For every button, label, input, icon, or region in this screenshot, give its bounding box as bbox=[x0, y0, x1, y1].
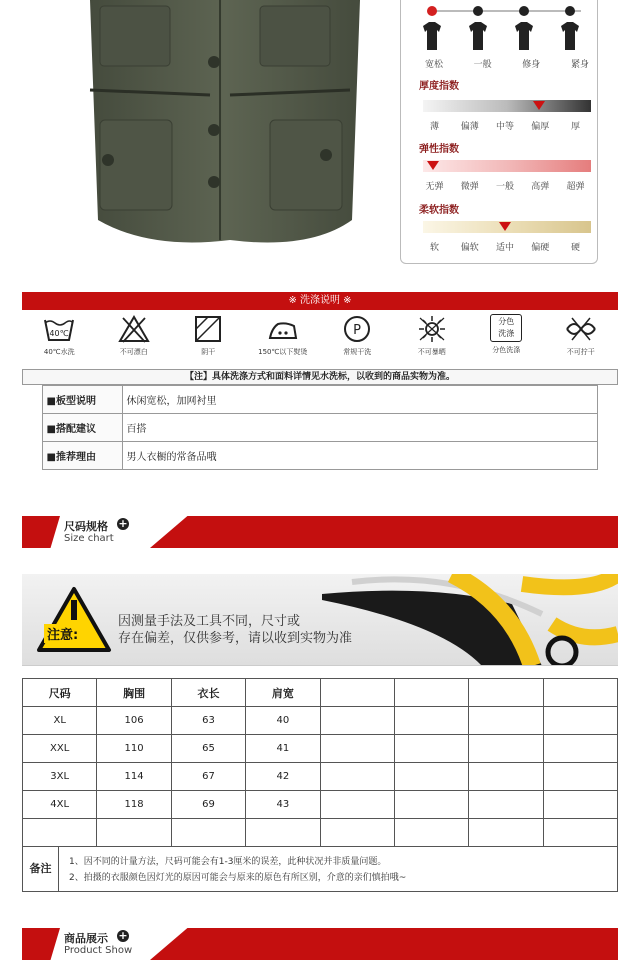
elasticity-marker bbox=[427, 161, 439, 170]
fit-label: 一般 bbox=[473, 60, 492, 70]
wash-label: 不可漂白 bbox=[119, 348, 148, 356]
elasticity-label: 一般 bbox=[495, 182, 514, 192]
header-wedge bbox=[22, 928, 60, 960]
elasticity-bar bbox=[423, 160, 591, 172]
size-cell: 4XL bbox=[23, 791, 97, 819]
size-cell bbox=[469, 707, 543, 735]
elasticity-label: 高弹 bbox=[531, 182, 550, 192]
size-cell: 118 bbox=[97, 791, 171, 819]
elasticity-label: 微弹 bbox=[460, 182, 479, 192]
info-value: 男人衣橱的常备品哦 bbox=[122, 442, 598, 470]
notice-line-2: 存在偏差，仅供参考，请以收到实物为准 bbox=[118, 631, 353, 646]
wash-item bbox=[26, 314, 92, 364]
no-wring-icon bbox=[564, 314, 598, 344]
info-table bbox=[22, 385, 598, 470]
size-cell: XXL bbox=[23, 735, 97, 763]
product-show-header bbox=[22, 928, 618, 960]
info-key: ■搭配建议 bbox=[42, 414, 122, 442]
softness-label: 偏硬 bbox=[531, 243, 550, 253]
product-show-subtitle: Product Show bbox=[64, 945, 133, 956]
info-value: 休闲宽松，加网衬里 bbox=[122, 386, 598, 414]
info-key: ■推荐理由 bbox=[42, 442, 122, 470]
size-cell: 3XL bbox=[23, 763, 97, 791]
size-cell bbox=[469, 791, 543, 819]
size-cell bbox=[469, 763, 543, 791]
warning-icon bbox=[36, 586, 112, 654]
size-cell bbox=[543, 707, 617, 735]
table-row bbox=[23, 763, 618, 791]
size-cell bbox=[394, 819, 468, 847]
no-bleach-icon bbox=[117, 314, 151, 344]
wash-item bbox=[473, 314, 539, 364]
size-cell bbox=[171, 819, 245, 847]
remark-lines bbox=[69, 854, 406, 886]
size-cell bbox=[97, 819, 171, 847]
table-row bbox=[23, 791, 618, 819]
size-table bbox=[22, 678, 618, 847]
header-wedge bbox=[22, 516, 60, 548]
size-cell bbox=[394, 707, 468, 735]
spec-panel bbox=[400, 0, 598, 264]
size-header: 胸围 bbox=[97, 679, 171, 707]
size-cell bbox=[320, 819, 394, 847]
shade-dry-icon bbox=[191, 314, 225, 344]
wash-label: 阴干 bbox=[201, 348, 216, 356]
table-row bbox=[23, 735, 618, 763]
size-cell bbox=[394, 763, 468, 791]
table-row bbox=[23, 707, 618, 735]
size-header: 衣长 bbox=[171, 679, 245, 707]
size-cell: 69 bbox=[171, 791, 245, 819]
softness-label: 硬 bbox=[570, 243, 580, 253]
header-bar bbox=[150, 928, 618, 960]
thickness-label: 中等 bbox=[495, 122, 514, 132]
vest-photo bbox=[80, 0, 370, 258]
size-chart-subtitle: Size chart bbox=[64, 533, 114, 544]
size-cell bbox=[469, 735, 543, 763]
size-header bbox=[394, 679, 468, 707]
size-cell bbox=[320, 791, 394, 819]
notice-line-1: 因测量手法及工具不同，尺寸或 bbox=[118, 614, 301, 629]
wash-icons-row bbox=[22, 314, 618, 364]
size-header-row bbox=[23, 679, 618, 707]
size-header bbox=[543, 679, 617, 707]
size-cell bbox=[543, 735, 617, 763]
svg-text:P: P bbox=[353, 323, 362, 338]
scissors-tape-illustration bbox=[312, 574, 618, 666]
no-sun-icon bbox=[415, 314, 449, 344]
product-show-title: 商品展示 bbox=[64, 932, 108, 945]
size-cell: XL bbox=[23, 707, 97, 735]
wash-40-icon bbox=[42, 314, 76, 344]
remark-line: 1、因不同的计量方法，尺码可能会有1-3厘米的误差，此种状况并非质量问题。 bbox=[69, 857, 387, 867]
thickness-label: 偏薄 bbox=[460, 122, 479, 132]
elasticity-label: 超弹 bbox=[566, 182, 585, 192]
softness-label: 适中 bbox=[495, 243, 514, 253]
wash-item bbox=[250, 314, 316, 364]
thickness-label: 厚 bbox=[570, 122, 580, 132]
wash-label: 150℃以下熨烫 bbox=[258, 348, 308, 356]
wash-label: 40℃水洗 bbox=[43, 348, 75, 356]
remark-key: 备注 bbox=[23, 847, 59, 891]
size-cell: 67 bbox=[171, 763, 245, 791]
fit-scale bbox=[421, 6, 589, 68]
fit-label: 宽松 bbox=[424, 60, 443, 70]
softness-label: 软 bbox=[429, 243, 439, 253]
svg-text:40℃: 40℃ bbox=[49, 329, 69, 338]
info-row bbox=[22, 442, 598, 470]
notice-badge: 注意: bbox=[44, 624, 81, 643]
wash-item bbox=[548, 314, 614, 364]
wash-note: 【注】具体洗涤方式和面料详情见水洗标，以收到的商品实物为准。 bbox=[22, 369, 618, 385]
info-row bbox=[22, 386, 598, 414]
size-cell bbox=[246, 819, 320, 847]
size-cell bbox=[469, 819, 543, 847]
size-cell bbox=[543, 819, 617, 847]
softness-marker bbox=[499, 222, 511, 231]
info-key: ■板型说明 bbox=[42, 386, 122, 414]
fit-label: 紧身 bbox=[570, 60, 589, 70]
thickness-marker bbox=[533, 101, 545, 110]
size-cell: 106 bbox=[97, 707, 171, 735]
size-cell bbox=[320, 763, 394, 791]
size-cell bbox=[543, 763, 617, 791]
iron-150-icon bbox=[266, 314, 300, 344]
size-cell: 63 bbox=[171, 707, 245, 735]
fit-label: 修身 bbox=[522, 60, 541, 70]
thickness-bar bbox=[423, 100, 591, 112]
softness-bar bbox=[423, 221, 591, 233]
softness-title: 柔软指数 bbox=[419, 205, 459, 216]
dry-clean-p-icon bbox=[340, 314, 374, 344]
header-bar bbox=[150, 516, 618, 548]
size-cell: 40 bbox=[246, 707, 320, 735]
size-header: 肩宽 bbox=[246, 679, 320, 707]
size-cell bbox=[394, 735, 468, 763]
size-cell bbox=[543, 791, 617, 819]
size-chart-title: 尺码规格 bbox=[64, 520, 108, 533]
size-cell bbox=[23, 819, 97, 847]
remark-box bbox=[22, 846, 618, 892]
size-header bbox=[320, 679, 394, 707]
wash-item bbox=[324, 314, 390, 364]
size-cell: 65 bbox=[171, 735, 245, 763]
size-chart-header bbox=[22, 516, 618, 548]
size-cell bbox=[320, 707, 394, 735]
elasticity-label: 无弹 bbox=[425, 182, 444, 192]
size-cell: 42 bbox=[246, 763, 320, 791]
table-row bbox=[23, 819, 618, 847]
softness-label: 偏软 bbox=[460, 243, 479, 253]
info-row bbox=[22, 414, 598, 442]
size-cell: 114 bbox=[97, 763, 171, 791]
product-top-section bbox=[0, 0, 620, 270]
fit-selected-dot bbox=[427, 6, 437, 16]
remark-line: 2、拍摄的衣服颜色因灯光的原因可能会与原来的原色有所区别，介意的亲们慎拍哦~ bbox=[69, 873, 407, 883]
wash-label: 不可暴晒 bbox=[417, 348, 446, 356]
wash-label: 不可拧干 bbox=[566, 348, 595, 356]
size-cell: 41 bbox=[246, 735, 320, 763]
plus-icon: + bbox=[118, 517, 128, 530]
wash-item bbox=[399, 314, 465, 364]
info-value: 百搭 bbox=[122, 414, 598, 442]
wash-label: 常规干洗 bbox=[343, 348, 372, 356]
thickness-title: 厚度指数 bbox=[419, 81, 459, 92]
wash-item bbox=[101, 314, 167, 364]
wash-label: 分色洗涤 bbox=[492, 346, 521, 354]
separate-wash-icon: 分色 洗涤 bbox=[490, 314, 522, 342]
size-cell: 110 bbox=[97, 735, 171, 763]
size-cell bbox=[320, 735, 394, 763]
tshirt-icons bbox=[421, 22, 589, 52]
thickness-label: 薄 bbox=[429, 122, 439, 132]
plus-icon: + bbox=[118, 929, 128, 942]
elasticity-title: 弹性指数 bbox=[419, 144, 459, 155]
size-header bbox=[469, 679, 543, 707]
size-cell: 43 bbox=[246, 791, 320, 819]
size-header: 尺码 bbox=[23, 679, 97, 707]
notice-banner bbox=[22, 574, 618, 666]
wash-title-bar: ※ 洗涤说明 ※ bbox=[22, 292, 618, 310]
wash-item bbox=[175, 314, 241, 364]
thickness-label: 偏厚 bbox=[531, 122, 550, 132]
size-cell bbox=[394, 791, 468, 819]
